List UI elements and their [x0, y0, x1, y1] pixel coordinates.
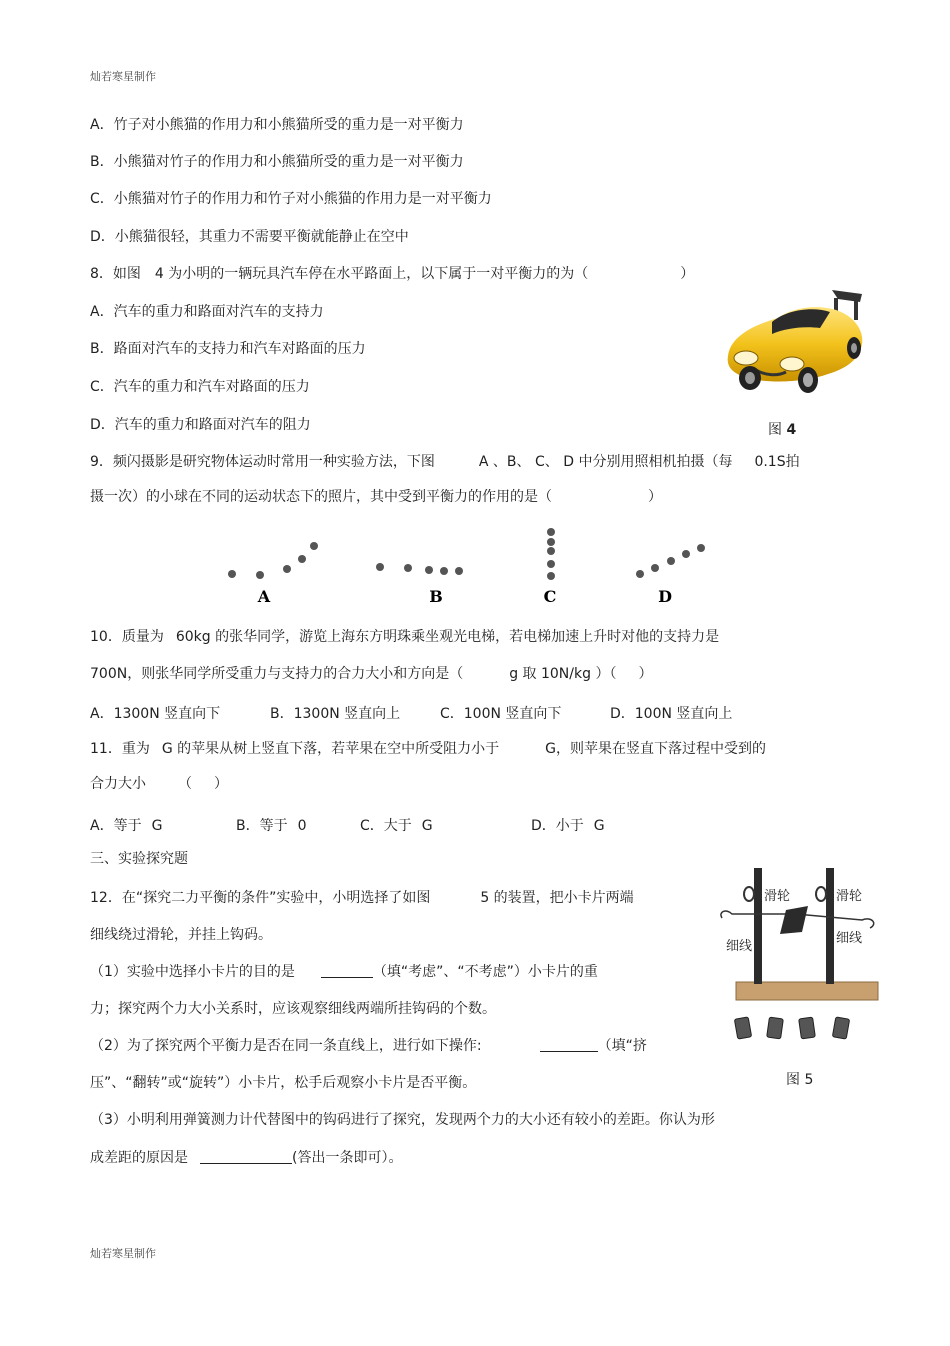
q11-option-d-text: D．小于 — [531, 818, 584, 834]
q11-stem-part: ） — [214, 776, 228, 792]
q12-part3-text: 成差距的原因是 — [90, 1150, 188, 1166]
strobe-label-b: B — [429, 587, 443, 606]
q11-stem-line1 — [90, 739, 766, 759]
figure-4-label: 图 — [768, 422, 782, 438]
q12-stem-line2: 细线绕过滑轮，并挂上钩码。 — [90, 927, 272, 943]
q11-stem-part: 合力大小 — [90, 776, 146, 792]
page-footer: 灿若寒星制作 — [90, 1247, 156, 1260]
q11-stem-part: （ — [178, 776, 192, 792]
q12-part2-text: （填“挤 — [597, 1038, 647, 1054]
q10-stem-part: 10．质量为 — [90, 629, 164, 645]
answer-blank — [540, 1037, 598, 1052]
q12-part1-line1 — [90, 962, 598, 982]
q11-option-a-text: A．等于 — [90, 818, 142, 834]
strobe-a — [228, 542, 318, 579]
q12-part1-text: （填“考虑”、“不考虑”）小卡片的重 — [372, 964, 598, 980]
q10-stem-part: 60kg 的张华同学，游览上海东方明珠乘坐观光电梯，若电梯加速上升时对他的支持力是 — [175, 629, 720, 645]
q8-stem-part: 4 为小明的一辆玩具汽车停在水平路面上，以下属于一对平衡力的为（ — [154, 266, 589, 282]
pulley-label-left: 滑轮 — [764, 889, 791, 904]
figure-5-caption: 图 5 — [786, 1072, 814, 1088]
q12-part3-text: (答出一条即可）。 — [292, 1150, 403, 1166]
q12-part2-text: （2）为了探究两个平衡力是否在同一条直线上，进行如下操作: — [90, 1038, 482, 1054]
q11-option-a — [90, 815, 162, 835]
q12-part1-line2: 力；探究两个力大小关系时，应该观察细线两端所挂钩码的个数。 — [90, 1001, 496, 1017]
strobe-c — [547, 528, 555, 580]
q10-stem-part: g 取 10N/kg ）（ — [509, 666, 617, 682]
q11-option-b — [236, 815, 307, 835]
q12-stem-line1 — [90, 888, 634, 908]
q12-part2-line2: 压”、“翻转”或“旋转”）小卡片，松手后观察小卡片是否平衡。 — [90, 1075, 477, 1091]
q12-part2-line1 — [90, 1036, 647, 1056]
q7-option-b: B．小熊猫对竹子的作用力和小熊猫所受的重力是一对平衡力 — [90, 154, 464, 170]
q9-stem-part: 摄一次）的小球在不同的运动状态下的照片，其中受到平衡力的作用的是（ — [90, 489, 552, 505]
section-3-title: 三、实验探究题 — [90, 851, 188, 867]
q9-stem-line1 — [90, 452, 800, 472]
strobe-label-d: D — [658, 587, 672, 606]
q10-stem-line1 — [90, 627, 719, 647]
q12-stem-part: 5 的装置，把小卡片两端 — [480, 890, 634, 906]
q8-option-a: A．汽车的重力和路面对汽车的支持力 — [90, 304, 324, 320]
q8-stem-part: ） — [680, 266, 695, 282]
q7-option-c: C．小熊猫对竹子的作用力和竹子对小熊猫的作用力是一对平衡力 — [90, 191, 492, 207]
q11-option-b-text: B．等于 — [236, 818, 288, 834]
q12-part3-line2 — [90, 1148, 402, 1168]
figure-4-toy-car — [720, 278, 870, 400]
q11-stem-line2 — [90, 774, 228, 794]
q11-option-a-value: G — [151, 818, 163, 834]
q9-stem-part: 9．频闪摄影是研究物体运动时常用一种实验方法，下图 — [90, 454, 435, 470]
page-header: 灿若寒星制作 — [90, 70, 156, 83]
strobe-label-a: A — [257, 587, 271, 606]
q12-part1-text: （1）实验中选择小卡片的目的是 — [90, 964, 295, 980]
q10-stem-line2 — [90, 664, 652, 684]
q11-option-d-value: G — [593, 818, 605, 834]
q8-option-c: C．汽车的重力和汽车对路面的压力 — [90, 379, 310, 395]
q8-stem-part: 8．如图 — [90, 266, 141, 282]
q12-part3-line1: （3）小明利用弹簧测力计代替图中的钩码进行了探究，发现两个力的大小还有较小的差距。你认为形 — [90, 1112, 715, 1128]
q9-stem-part: ） — [648, 489, 662, 505]
q8-option-d: D．汽车的重力和路面对汽车的阻力 — [90, 417, 311, 433]
q11-stem-part: G 的苹果从树上竖直下落，若苹果在空中所受阻力小于 — [161, 741, 500, 757]
figure-5-apparatus — [712, 862, 882, 1052]
q10-option-d: D．100N 竖直向上 — [610, 706, 733, 722]
figure-4-number: 4 — [786, 422, 797, 438]
pulley-label-right: 滑轮 — [836, 889, 863, 904]
hook-weights — [734, 1017, 849, 1039]
q8-option-b: B．路面对汽车的支持力和汽车对路面的压力 — [90, 341, 366, 357]
strobe-label-c: C — [543, 587, 557, 606]
q11-option-d — [531, 815, 605, 835]
q11-option-c-value: G — [421, 818, 433, 834]
q7-option-a: A．竹子对小熊猫的作用力和小熊猫所受的重力是一对平衡力 — [90, 117, 464, 133]
string-label-left: 细线 — [726, 939, 753, 954]
answer-blank — [200, 1149, 292, 1164]
q11-option-c-text: C．大于 — [360, 818, 412, 834]
figure-4-caption — [768, 419, 796, 439]
q11-option-c — [360, 815, 433, 835]
q10-stem-part: 700N，则张华同学所受重力与支持力的合力大小和方向是（ — [90, 666, 464, 682]
q10-option-b: B．1300N 竖直向上 — [270, 706, 401, 722]
q10-option-c: C．100N 竖直向下 — [440, 706, 562, 722]
q9-strobe-figure — [215, 522, 715, 607]
q9-stem-line2 — [90, 487, 662, 507]
strobe-d — [636, 544, 705, 578]
q11-stem-part: G，则苹果在竖直下落过程中受到的 — [545, 741, 766, 757]
q8-stem — [90, 264, 694, 284]
q9-stem-part: 0.1S拍 — [754, 454, 800, 470]
q9-stem-part: A 、B、 C、 D 中分别用照相机拍摄（每 — [478, 454, 733, 470]
q10-option-a: A．1300N 竖直向下 — [90, 706, 221, 722]
q11-option-b-value: 0 — [297, 818, 307, 834]
string-label-right: 细线 — [836, 931, 863, 946]
q11-stem-part: 11．重为 — [90, 741, 150, 757]
q12-stem-part: 12．在“探究二力平衡的条件”实验中，小明选择了如图 — [90, 890, 431, 906]
q10-stem-part: ） — [638, 666, 653, 682]
answer-blank — [321, 963, 373, 978]
q7-option-d: D．小熊猫很轻，其重力不需要平衡就能静止在空中 — [90, 229, 409, 245]
strobe-b — [376, 563, 463, 575]
